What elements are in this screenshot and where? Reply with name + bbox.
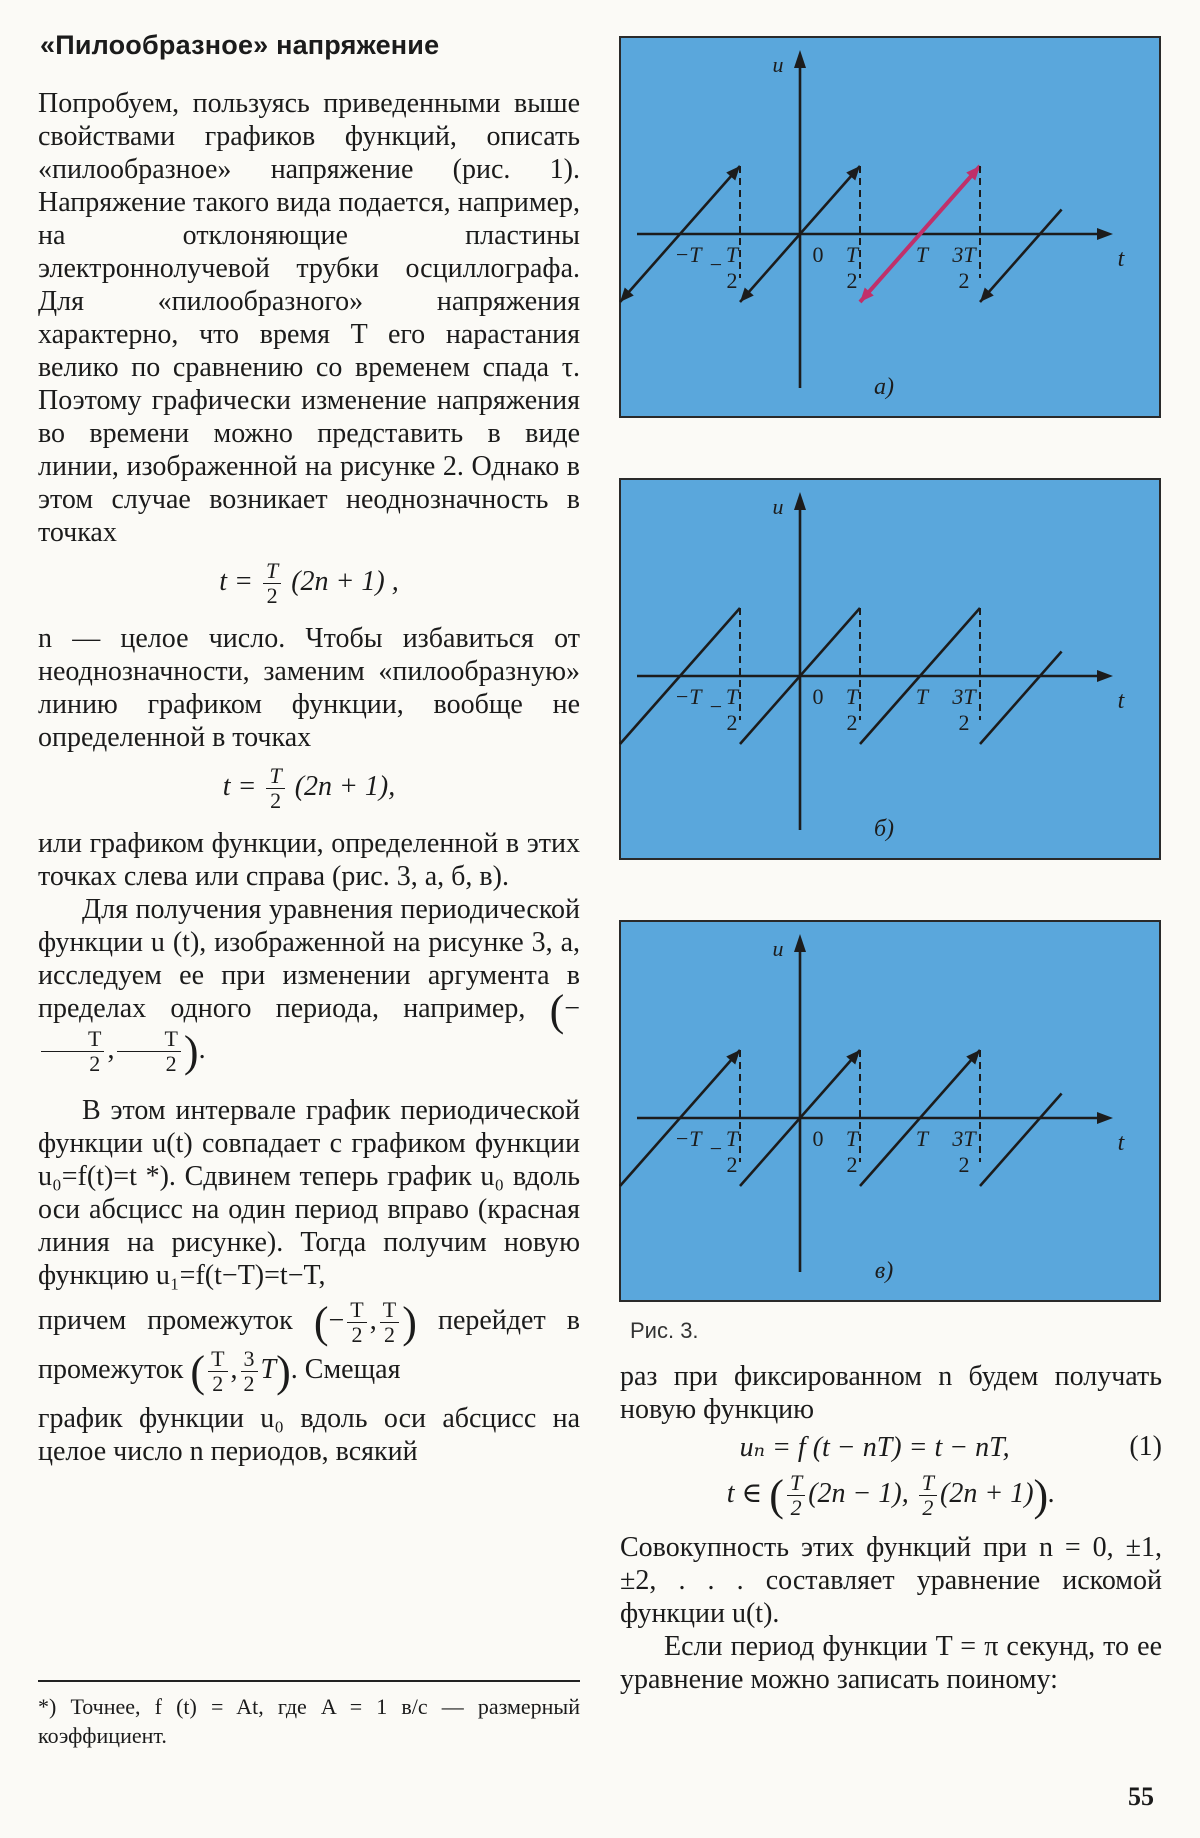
formula-2-den: 2 (270, 788, 282, 813)
p6-minus: − (328, 1305, 345, 1336)
tick-neg-T: −T (674, 242, 702, 267)
paren7-open: ( (190, 1347, 206, 1397)
paragraph-6-a: причем промежуток (38, 1305, 293, 1336)
tick-3T-den: 2 (958, 268, 970, 293)
paren6-open: ( (313, 1298, 329, 1348)
equation-2-a: (2n − 1), (808, 1477, 909, 1509)
u-axis-label: u (772, 52, 784, 77)
t-axis-label: t (1117, 1130, 1125, 1156)
p6-frac-2-num: T (380, 1298, 399, 1323)
tick-zero: 0 (812, 1126, 824, 1151)
tick-T: T (915, 684, 929, 709)
interval-frac-right-den: 2 (165, 1051, 177, 1077)
t-axis-label: t (1117, 688, 1125, 714)
tick-neg-half-den: 2 (726, 268, 738, 293)
equation-2-dot: . (1048, 1477, 1056, 1509)
tick-half-num: T (845, 1126, 859, 1151)
u-axis-label: u (772, 936, 784, 961)
interval-frac-left-den: 2 (89, 1051, 101, 1077)
eq2-frac-2-den: 2 (922, 1495, 934, 1520)
interval-minus: − (564, 993, 581, 1024)
right-paragraph-2: Совокупность этих функций при n = 0, ±1, ±2, . . . составляет уравнение искомой функции u(t). (620, 1532, 1162, 1629)
tick-neg-half-minus: − (709, 252, 723, 277)
formula-2-fraction (266, 764, 284, 813)
formula-1-den: 2 (266, 583, 278, 608)
panel-label: в) (874, 1258, 894, 1284)
formula-1-fraction (263, 559, 281, 608)
tick-3T-num: 3T (952, 684, 976, 709)
paragraph-1: Попробуем, пользуясь приведенными выше свойствами графиков функций, описать «пилообразное» напряжение (рис. 1). Напряжение такого вида подается, например, на отклоняющие пластины электроннолучевой трубки осциллографа. Для «пилообразного» напряжения характерно, что время T его нарастания велико по сравнению со временем спада τ. Поэтому графически изменение напряжения во времени можно представить в виде линии, изображенной на рисунке 2. Однако в этом случае возникает неоднозначность в точках (38, 88, 580, 548)
interval-sep: , (107, 1034, 115, 1065)
paren-open: ( (549, 986, 565, 1036)
p6-frac-2 (380, 1298, 399, 1347)
p6-frac-3 (208, 1347, 227, 1396)
tick-neg-half-minus: − (709, 1136, 723, 1161)
p6-frac-3-den: 2 (212, 1371, 224, 1397)
paren7-close: ) (276, 1347, 291, 1397)
panel-frame (620, 37, 1160, 417)
tick-zero: 0 (812, 242, 824, 267)
paragraph-6-c: . Смещая (290, 1354, 401, 1385)
interval-frac-left (41, 1027, 104, 1076)
tick-neg-half-num: T (725, 242, 739, 267)
panel-label: б) (873, 816, 895, 842)
formula-1 (38, 559, 580, 608)
equation-1-body: uₙ = f (t − nT) = t − nT, (739, 1432, 1010, 1463)
formula-2-rhs: (2n + 1), (294, 770, 396, 802)
paragraph-6 (38, 1298, 580, 1396)
tick-3T-den: 2 (958, 1152, 970, 1177)
tick-neg-half-num: T (725, 684, 739, 709)
u-axis-label: u (772, 494, 784, 519)
formula-1-lhs: t = (219, 565, 260, 597)
section-heading: «Пилообразное» напряжение (40, 30, 440, 60)
paren6-close: ) (402, 1298, 417, 1348)
eq2-frac-1-num: T (787, 1471, 805, 1496)
footnote: *) Точнее, f (t) = At, где A = 1 в/с — размерный коэффициент. (38, 1694, 580, 1748)
formula-2-num: T (266, 764, 284, 789)
p6-sep-1: , (369, 1305, 377, 1336)
tick-zero: 0 (812, 684, 824, 709)
tick-3T-den: 2 (958, 710, 970, 735)
figure-panel-c (619, 920, 1161, 1302)
tick-half-den: 2 (846, 1152, 858, 1177)
eq2-frac-1 (787, 1471, 805, 1520)
paragraph-7: график функции u₀ вдоль оси абсцисс на целое число n периодов, всякий (38, 1403, 580, 1468)
tick-half-den: 2 (846, 268, 858, 293)
paragraph-4 (38, 893, 580, 1076)
formula-2-lhs: t = (222, 770, 264, 802)
paragraph-4-text: Для получения уравнения периодической функции u (t), изображенной на рисунке 3, а, исследуем ее при изменении аргумента в пределах одного периода, например, (38, 894, 580, 1024)
left-column (38, 30, 580, 1468)
p6-T: T (260, 1354, 277, 1385)
paragraph-6-b: перейдет в промежуток (38, 1305, 581, 1385)
tick-half-den: 2 (846, 710, 858, 735)
p6-frac-4 (241, 1347, 258, 1396)
p6-sep-2: , (230, 1354, 238, 1385)
page-number: 55 (1128, 1782, 1154, 1811)
tick-3T-num: 3T (952, 1126, 976, 1151)
equation-2 (620, 1470, 1162, 1521)
p6-frac-1-num: T (347, 1298, 366, 1323)
p6-frac-2-den: 2 (383, 1322, 395, 1348)
interval-dot: . (198, 1034, 206, 1065)
panel-frame (620, 921, 1160, 1301)
p6-frac-1 (347, 1298, 366, 1347)
formula-1-num: T (263, 559, 281, 584)
tick-neg-T: −T (674, 684, 702, 709)
tick-neg-T: −T (674, 1126, 702, 1151)
p6-frac-4-den: 2 (243, 1371, 255, 1397)
eq2-paren-open: ( (769, 1471, 784, 1520)
interval-frac-left-num: T (41, 1027, 104, 1052)
tick-half-num: T (845, 242, 859, 267)
eq2-frac-1-den: 2 (790, 1495, 802, 1520)
tick-neg-half-den: 2 (726, 1152, 738, 1177)
tick-half-num: T (845, 684, 859, 709)
right-paragraph-1: раз при фиксированном n будем получать новую функцию (620, 1361, 1162, 1425)
equation-2-lhs: t ∈ (726, 1477, 763, 1509)
interval-frac-right (117, 1027, 180, 1076)
panel-frame (620, 479, 1160, 859)
t-axis-label: t (1117, 246, 1125, 272)
eq2-frac-2 (919, 1471, 937, 1520)
equation-1 (620, 1430, 1162, 1464)
figure-panel-b (619, 478, 1161, 860)
eq2-frac-2-num: T (919, 1471, 937, 1496)
footnote-rule (38, 1680, 580, 1682)
tick-T: T (915, 242, 929, 267)
tick-neg-half-den: 2 (726, 710, 738, 735)
formula-1-rhs: (2n + 1) , (291, 565, 399, 597)
paragraph-2: n — целое число. Чтобы избавиться от неоднозначности, заменим «пилообразную» линию графиком функции, вообще не определенной в точках (38, 623, 580, 753)
panel-label: а) (874, 374, 894, 400)
p6-frac-1-den: 2 (351, 1322, 363, 1348)
figure-panel-a (619, 36, 1161, 418)
interval-frac-right-num: T (117, 1027, 180, 1052)
eq2-paren-close: ) (1033, 1471, 1049, 1520)
figure-caption: Рис. 3. (630, 1318, 699, 1343)
equation-1-number: (1) (1129, 1431, 1162, 1462)
right-paragraph-3: Если период функции T = π секунд, то ее уравнение можно записать поиному: (620, 1631, 1162, 1695)
tick-neg-half-num: T (725, 1126, 739, 1151)
equation-2-b: (2n + 1) (940, 1477, 1034, 1509)
paragraph-5: В этом интервале график периодической функции u(t) совпадает с графиком функции u₀=f(t)=t *). Сдвинем теперь график u₀ вдоль оси абсцисс на один период вправо (красная линия на рисунке). Тогда получим новую функцию u₁=f(t−T)=t−T, (38, 1095, 580, 1292)
right-column (620, 1360, 1162, 1696)
tick-3T-num: 3T (952, 242, 976, 267)
paren-close: ) (183, 1027, 199, 1077)
formula-2 (38, 764, 580, 813)
paragraph-3: или графиком функции, определенной в этих точках слева или справа (рис. 3, а, б, в). (38, 828, 580, 892)
tick-T: T (915, 1126, 929, 1151)
tick-neg-half-minus: − (709, 694, 723, 719)
p6-frac-3-num: T (208, 1347, 227, 1372)
p6-frac-4-num: 3 (241, 1347, 258, 1372)
